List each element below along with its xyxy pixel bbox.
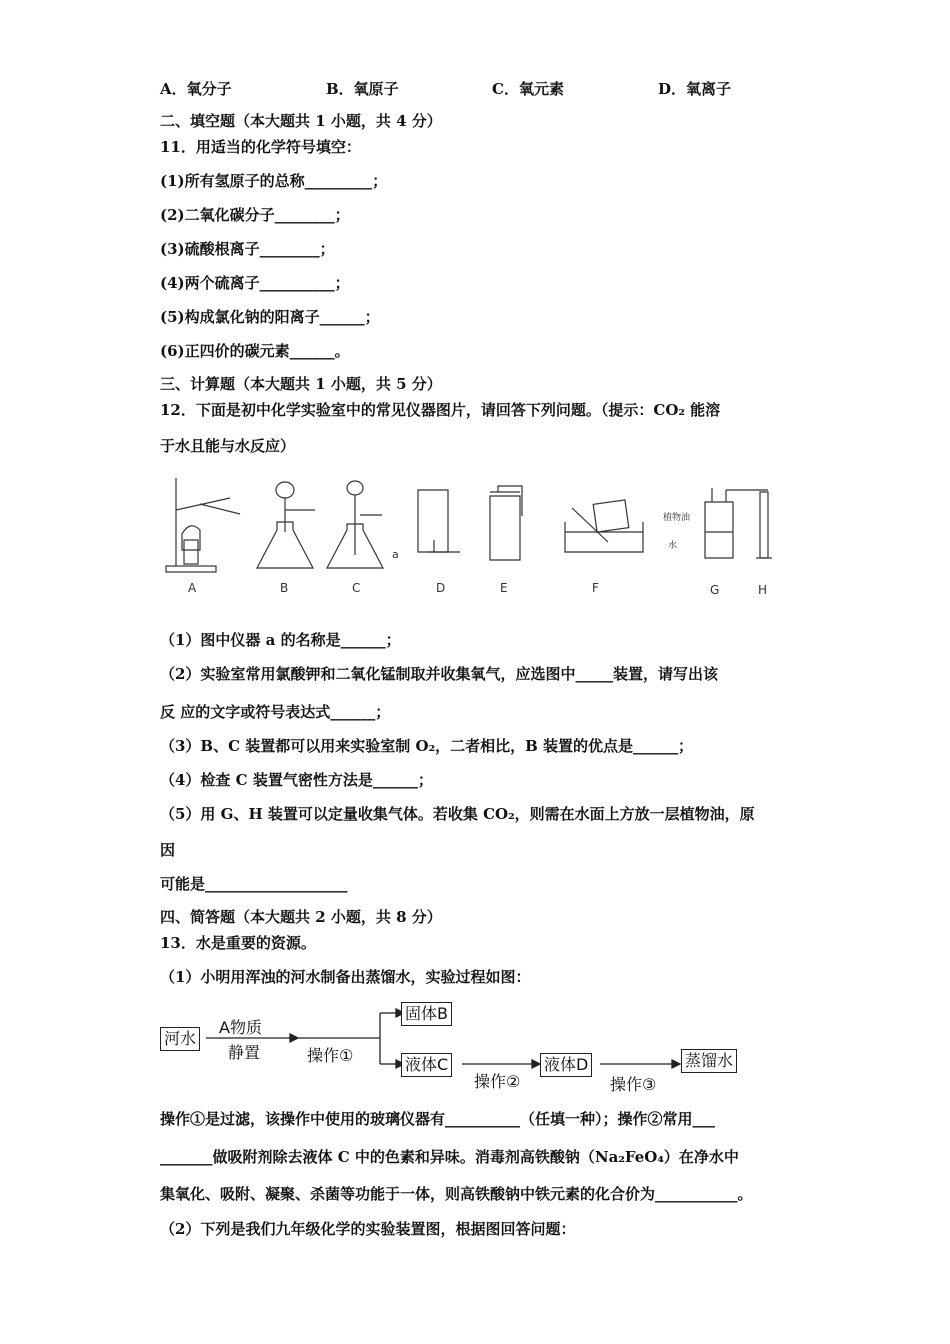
apparatus-figure [160, 470, 800, 605]
flow-liquid-c: 液体C [401, 1053, 452, 1077]
apparatus-a [166, 478, 240, 572]
mark-a: a [392, 548, 399, 561]
flow-a-substance: A物质 [219, 1018, 262, 1037]
q11-item-4: (4)两个硫离子__________； [160, 274, 350, 292]
flow-distilled: 蒸馏水 [681, 1049, 737, 1073]
option-a: A．氧分子 [160, 80, 232, 98]
q13-para-line1: 操作①是过滤，该操作中使用的玻璃仪器有__________（任填一种）；操作②常用___ [160, 1110, 716, 1128]
q11-stem: 11．用适当的化学符号填空： [160, 138, 361, 156]
water-label: 水 [668, 541, 678, 551]
q12-item-5-cont: 因 [160, 841, 176, 859]
q12-item-1: （1）图中仪器 a 的名称是______； [160, 631, 401, 649]
apparatus-d [418, 490, 460, 552]
label-h: H [758, 583, 768, 597]
apparatus-h [756, 492, 772, 558]
q12-item-5-answer: 可能是___________________ [160, 875, 348, 893]
q13-sub1: （1）小明用浑浊的河水制备出蒸馏水，实验过程如图： [160, 968, 531, 986]
flow-op1: 操作① [307, 1046, 354, 1065]
flow-liquid-d: 液体D [540, 1053, 592, 1077]
label-g: G [710, 583, 720, 597]
q12-stem-line2: 于水且能与水反应） [160, 437, 296, 455]
section2-heading: 二、填空题（本大题共 1 小题，共 4 分） [160, 112, 442, 130]
option-b: B．氧原子 [326, 80, 399, 98]
q12-item-4: （4）检查 C 装置气密性方法是______； [160, 771, 433, 789]
q11-item-3: (3)硫酸根离子________； [160, 240, 335, 258]
q12-item-2: （2）实验室常用氯酸钾和二氧化锰制取并收集氧气，应选图中_____装置，请写出该 [160, 665, 718, 683]
flow-river: 河水 [160, 1027, 200, 1051]
q13-para-line3: 集氧化、吸附、凝聚、杀菌等功能于一体，则高铁酸钠中铁元素的化合价为___________。 [160, 1185, 753, 1203]
apparatus-g [705, 488, 768, 558]
apparatus-e [490, 486, 522, 560]
section3-heading: 三、计算题（本大题共 1 小题，共 5 分） [160, 375, 442, 393]
q11-item-2: (2)二氧化碳分子________； [160, 206, 350, 224]
q13-sub2: （2）下列是我们九年级化学的实验装置图，根据图回答问题： [160, 1220, 576, 1238]
flow-solid-b: 固体B [401, 1002, 452, 1026]
label-f: F [592, 581, 599, 595]
q11-item-5: (5)构成氯化钠的阳离子______； [160, 308, 380, 326]
q12-stem-line1: 12．下面是初中化学实验室中的常见仪器图片，请回答下列问题。（提示：CO₂ 能溶 [160, 401, 721, 419]
section4-heading: 四、简答题（本大题共 2 小题，共 8 分） [160, 908, 442, 926]
q13-stem: 13．水是重要的资源。 [160, 934, 316, 952]
label-a: A [188, 581, 197, 595]
option-d: D．氧离子 [658, 80, 732, 98]
q13-para-line2: _______做吸附剂除去液体 C 中的色素和异味。消毒剂高铁酸钠（Na₂FeO₄）在净水中 [160, 1148, 739, 1166]
apparatus-c [327, 481, 383, 568]
q12-item-5: （5）用 G、H 装置可以定量收集气体。若收集 CO₂，则需在水面上方放一层植物油，原 [160, 805, 755, 823]
q11-item-1: (1)所有氢原子的总称_________； [160, 172, 388, 190]
q12-item-3: （3）B、C 装置都可以用来实验室制 O₂，二者相比，B 装置的优点是______； [160, 737, 694, 755]
q11-item-6: (6)正四价的碳元素______。 [160, 342, 350, 360]
label-b: B [280, 581, 289, 595]
q12-item-2-cont: 反 应的文字或符号表达式______； [160, 703, 391, 721]
flow-op3: 操作③ [610, 1075, 657, 1094]
apparatus-f [565, 500, 643, 552]
option-c: C．氧元素 [492, 80, 564, 98]
label-c: C [352, 581, 361, 595]
label-e: E [500, 581, 508, 595]
apparatus-b [257, 482, 315, 568]
oil-label: 植物油 [663, 513, 691, 523]
label-d: D [436, 581, 446, 595]
flow-op2: 操作② [474, 1072, 521, 1091]
flow-settle: 静置 [228, 1043, 261, 1062]
